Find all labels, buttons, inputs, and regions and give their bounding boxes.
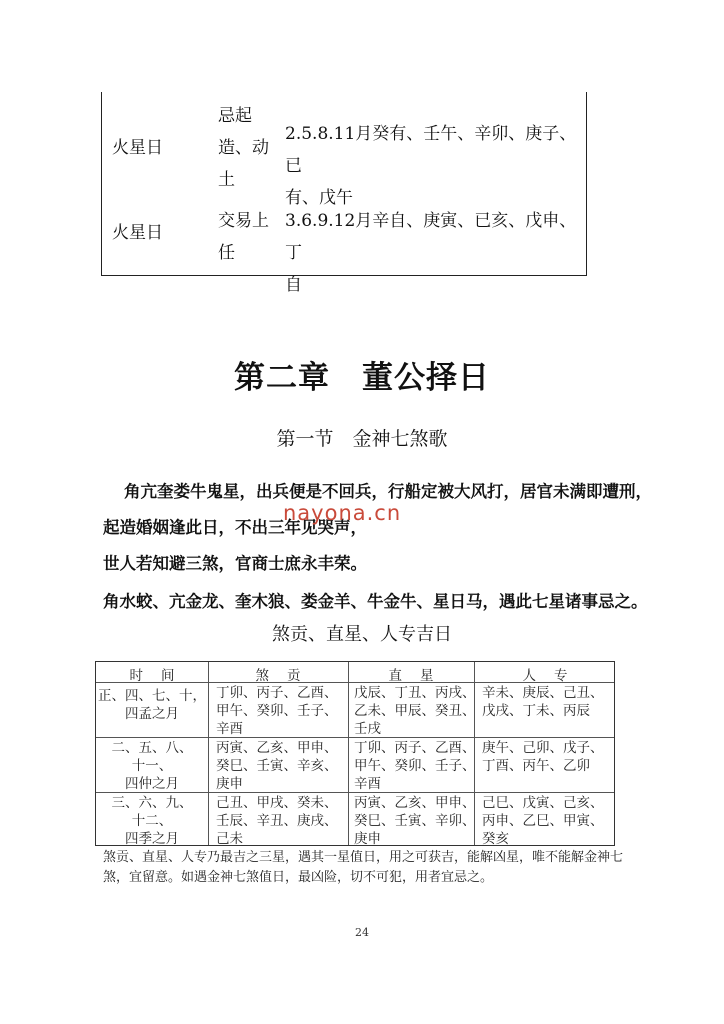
cell-line: 癸巳、壬寅、辛亥、 xyxy=(216,758,338,774)
header-zhixing: 直星 xyxy=(388,668,452,684)
cell-line: 丙寅、乙亥、甲申、 xyxy=(216,740,338,756)
shagong-cell xyxy=(216,739,338,793)
cell-line: 丁卯、丙子、乙酉、 xyxy=(354,740,476,756)
cell-line: 己未 xyxy=(216,831,243,847)
cell-line: 甲午、癸卯、壬子、 xyxy=(216,703,338,719)
shagong-cell xyxy=(216,684,338,738)
detail-cell xyxy=(285,118,585,214)
zhixing-cell xyxy=(354,794,476,848)
detail-line: 有、戊午 xyxy=(285,188,353,208)
poem-line: 角亢奎娄牛鬼星，出兵便是不回兵，行船定被大风打，居官未满即遭刑， xyxy=(124,482,652,501)
shagong-cell xyxy=(216,794,338,848)
zhixing-cell xyxy=(354,684,476,738)
cell-line: 戊戌、丁未、丙辰 xyxy=(482,703,590,719)
star-cell: 火星日 xyxy=(112,138,163,158)
detail-line: 自 xyxy=(285,275,302,295)
header-shagong: 煞贡 xyxy=(255,668,319,684)
poem-line: 世人若知避三煞，官商士庶永丰荣。 xyxy=(103,554,367,573)
cell-line: 庚申 xyxy=(216,776,243,792)
auspicious-days-table xyxy=(95,661,615,846)
time-cell xyxy=(96,739,208,793)
cell-line: 四孟之月 xyxy=(125,706,179,722)
zhixing-cell xyxy=(354,739,476,793)
cell-line: 丙申、乙巳、甲寅、 xyxy=(482,813,604,829)
cell-line: 丁酉、丙午、乙卯 xyxy=(482,758,590,774)
table-title: 煞贡、直星、人专吉日 xyxy=(272,624,452,645)
star-cell: 火星日 xyxy=(112,223,163,243)
cell-line: 四季之月 xyxy=(125,831,179,847)
header-renzhuan: 人专 xyxy=(522,668,586,684)
renzhuan-cell xyxy=(482,794,604,848)
cell-line: 四仲之月 xyxy=(125,776,179,792)
renzhuan-cell xyxy=(482,739,604,775)
column-divider xyxy=(348,662,349,845)
cell-line: 乙未、甲辰、癸丑、 xyxy=(354,703,476,719)
renzhuan-cell xyxy=(482,684,604,720)
purpose-line: 土 xyxy=(218,170,235,190)
cell-line: 二、五、八、 xyxy=(111,740,193,756)
cell-line: 戊辰、丁丑、丙戌、 xyxy=(354,685,476,701)
cell-line: 庚午、己卯、戊子、 xyxy=(482,740,604,756)
cell-line: 己丑、甲戌、癸未、 xyxy=(216,795,338,811)
purpose-cell xyxy=(218,205,274,269)
detail-cell xyxy=(285,205,585,301)
purpose-cell xyxy=(218,100,274,196)
cell-line: 辛酉 xyxy=(354,776,381,792)
cell-line: 丙寅、乙亥、甲申、 xyxy=(354,795,476,811)
cell-line: 壬辰、辛丑、庚戌、 xyxy=(216,813,338,829)
cell-line: 甲午、癸卯、壬子、 xyxy=(354,758,476,774)
table-note xyxy=(103,848,623,888)
detail-line: 2.5.8.11月癸有、壬午、辛卯、庚子、已 xyxy=(285,124,577,176)
note-line: 煞，宜留意。如遇金神七煞值日，最凶险，切不可犯，用者宜忌之。 xyxy=(103,870,494,885)
watermark: nayona.cn xyxy=(283,501,402,525)
cell-line: 辛酉 xyxy=(216,721,243,737)
cell-line: 癸亥 xyxy=(482,831,509,847)
section-title: 第一节 金神七煞歌 xyxy=(276,428,448,450)
cell-line: 正、四、七、十， xyxy=(98,688,206,704)
cell-line: 庚申 xyxy=(354,831,381,847)
header-time: 时间 xyxy=(129,668,193,684)
purpose-line: 任 xyxy=(218,243,235,263)
cell-line: 己巳、戊寅、己亥、 xyxy=(482,795,604,811)
column-divider xyxy=(208,662,209,845)
purpose-line: 造、动 xyxy=(218,138,269,158)
poem-line: 起造婚姻逢此日，不出三年见哭声， xyxy=(103,518,367,537)
chapter-title: 第二章 董公择日 xyxy=(234,360,490,396)
cell-line: 丁卯、丙子、乙酉、 xyxy=(216,685,338,701)
cell-line: 十一、 xyxy=(131,758,173,774)
poem-line: 角水蛟、亢金龙、奎木狼、娄金羊、牛金牛、星日马，遇此七星诸事忌之。 xyxy=(103,592,648,611)
cell-line: 十二、 xyxy=(131,813,173,829)
detail-line: 3.6.9.12月辛自、庚寅、已亥、戊申、丁 xyxy=(285,211,577,263)
cell-line: 癸巳、壬寅、辛卯、 xyxy=(354,813,476,829)
cell-line: 三、六、九、 xyxy=(111,795,193,811)
page-number: 24 xyxy=(355,926,369,939)
time-cell xyxy=(96,687,208,723)
time-cell xyxy=(96,794,208,848)
note-line: 煞贡、直星、人专乃最吉之三星，遇其一星值日，用之可获吉，能解凶星，唯不能解金神七 xyxy=(103,850,624,865)
cell-line: 辛未、庚辰、己丑、 xyxy=(482,685,604,701)
purpose-line: 忌起 xyxy=(218,106,252,126)
top-table xyxy=(101,92,587,295)
cell-line: 壬戌 xyxy=(354,721,381,737)
purpose-line: 交易上 xyxy=(218,211,269,231)
